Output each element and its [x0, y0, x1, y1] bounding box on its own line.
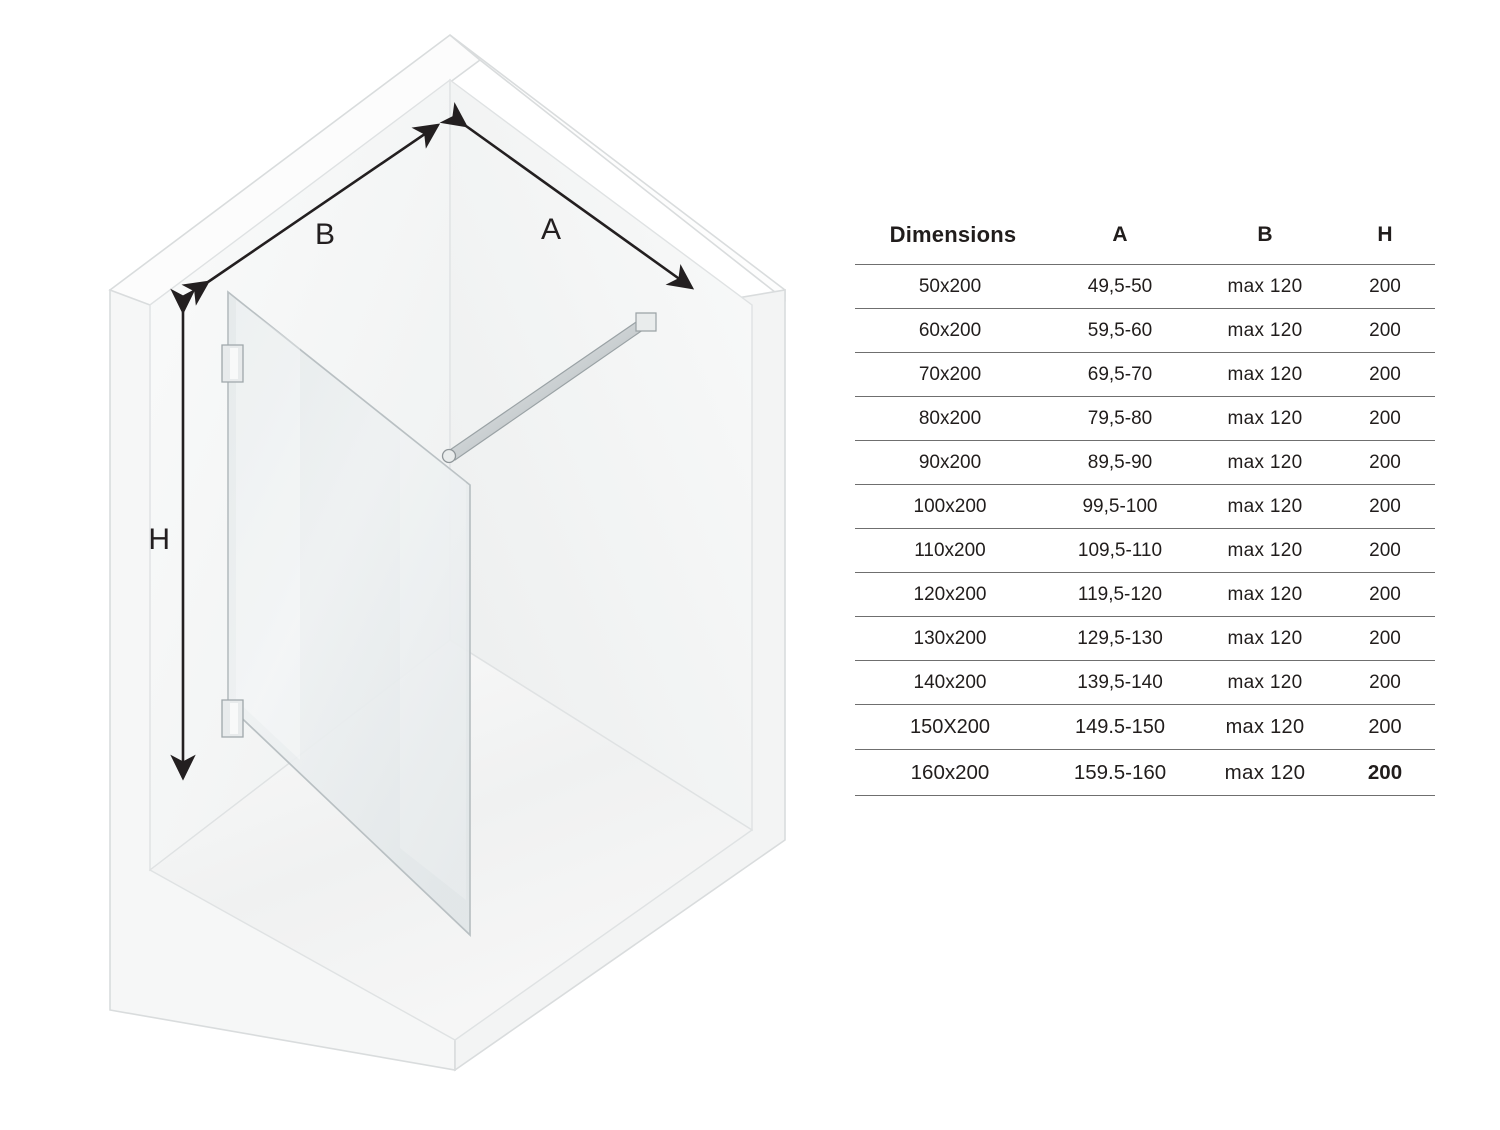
cell-h: 200	[1335, 485, 1435, 529]
cell-dimensions: 90x200	[855, 441, 1045, 485]
dimensions-table-wrapper	[855, 222, 1435, 796]
column-header-h: H	[1377, 223, 1393, 246]
cell-dimensions: 60x200	[855, 309, 1045, 353]
cell-b: max 120	[1195, 750, 1335, 796]
cell-a: 79,5-80	[1045, 397, 1195, 441]
column-header-dimensions: Dimensions	[889, 222, 1017, 247]
table-row	[855, 485, 1435, 529]
cell-b: max 120	[1195, 573, 1335, 617]
table-row	[855, 441, 1435, 485]
cell-a: 49,5-50	[1045, 265, 1195, 309]
cell-h: 200	[1335, 529, 1435, 573]
cell-h: 200	[1335, 441, 1435, 485]
cell-b: max 120	[1195, 617, 1335, 661]
label-a: A	[540, 213, 562, 246]
wall-bracket-bottom	[222, 700, 243, 737]
label-h: H	[148, 523, 170, 556]
table-row	[855, 573, 1435, 617]
cell-h: 200	[1335, 353, 1435, 397]
cell-a: 109,5-110	[1045, 529, 1195, 573]
cell-dimensions: 80x200	[855, 397, 1045, 441]
table-row	[855, 529, 1435, 573]
cell-h: 200	[1335, 750, 1435, 796]
column-header-a: A	[1112, 223, 1128, 246]
cell-b: max 120	[1195, 661, 1335, 705]
table-row	[855, 309, 1435, 353]
wall-bracket-top	[222, 345, 243, 382]
cell-dimensions: 150X200	[855, 705, 1045, 750]
cell-a: 159.5-160	[1045, 750, 1195, 796]
table-row	[855, 705, 1435, 750]
cell-a: 89,5-90	[1045, 441, 1195, 485]
cell-a: 119,5-120	[1045, 573, 1195, 617]
cell-b: max 120	[1195, 485, 1335, 529]
table-row	[855, 661, 1435, 705]
label-b: B	[314, 218, 336, 251]
cell-b: max 120	[1195, 353, 1335, 397]
cell-h: 200	[1335, 573, 1435, 617]
cell-b: max 120	[1195, 265, 1335, 309]
cell-b: max 120	[1195, 441, 1335, 485]
table-row	[855, 617, 1435, 661]
table-body	[855, 265, 1435, 796]
cell-dimensions: 100x200	[855, 485, 1045, 529]
cell-a: 59,5-60	[1045, 309, 1195, 353]
cell-dimensions: 70x200	[855, 353, 1045, 397]
cell-a: 69,5-70	[1045, 353, 1195, 397]
cell-a: 129,5-130	[1045, 617, 1195, 661]
cell-a: 139,5-140	[1045, 661, 1195, 705]
cell-dimensions: 130x200	[855, 617, 1045, 661]
cell-b: max 120	[1195, 529, 1335, 573]
cell-h: 200	[1335, 705, 1435, 750]
cell-b: max 120	[1195, 397, 1335, 441]
cell-dimensions: 160x200	[855, 750, 1045, 796]
cell-a: 99,5-100	[1045, 485, 1195, 529]
cell-h: 200	[1335, 265, 1435, 309]
table-row	[855, 265, 1435, 309]
cell-b: max 120	[1195, 309, 1335, 353]
cell-dimensions: 110x200	[855, 529, 1045, 573]
cell-dimensions: 120x200	[855, 573, 1045, 617]
cell-dimensions: 140x200	[855, 661, 1045, 705]
dimensions-table	[855, 222, 1435, 796]
cell-h: 200	[1335, 309, 1435, 353]
column-header-b: B	[1257, 223, 1273, 246]
cell-a: 149.5-150	[1045, 705, 1195, 750]
table-row	[855, 750, 1435, 796]
cell-b: max 120	[1195, 705, 1335, 750]
cell-h: 200	[1335, 397, 1435, 441]
cell-h: 200	[1335, 617, 1435, 661]
cell-dimensions: 50x200	[855, 265, 1045, 309]
table-header-row	[855, 222, 1435, 265]
table-row	[855, 397, 1435, 441]
cell-h: 200	[1335, 661, 1435, 705]
table-row	[855, 353, 1435, 397]
table-header	[855, 222, 1435, 265]
